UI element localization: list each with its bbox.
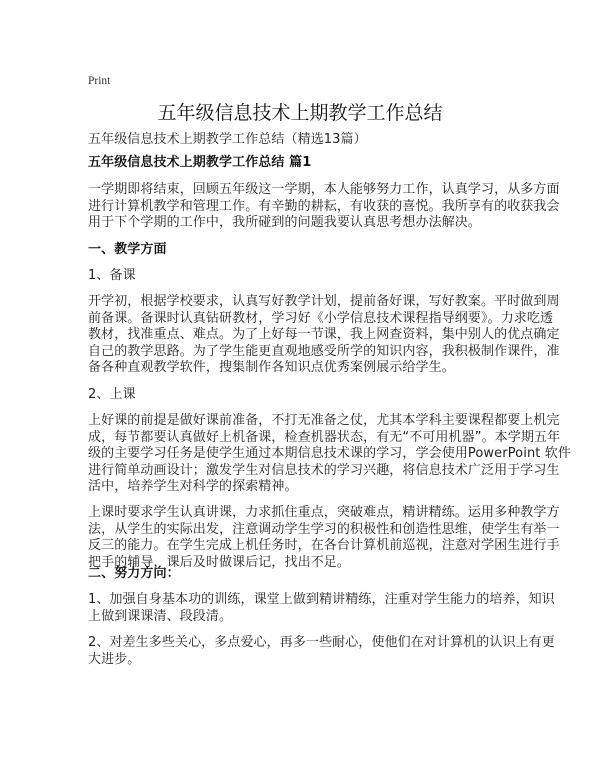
class-paragraph-2 [88,505,560,571]
section-title [88,155,528,172]
line: 上做到课课清、段段清。 [88,608,233,624]
subtitle [88,132,528,149]
line: 备各种直观教学软件，搜集制作各知识点优秀案例展示给学生。 [88,360,455,376]
line: 成，每节都要认真做好上机备课，检查机器状态，有无“不可用机器”。本学期五年 [88,429,561,445]
prep-paragraph [88,294,560,377]
line: 法，从学生的实际出发，注意调动学生学习的积极性和创造性思维，使学生有举一 [88,521,560,537]
heading-direction [88,566,528,583]
line: 前备课。备课时认真钻研教材，学习好《小学信息技术课程指导纲要》。力求吃透 [88,310,554,326]
line: 上好课的前提是做好课前准备，不打无准备之仗，尤其本学科主要课程都要上机完 [88,413,560,428]
subheading-prep [88,268,528,285]
line: 上课时要求学生认真讲课，力求抓住重点，突破难点，精讲精练。运用多种教学方 [88,505,560,520]
line: 开学初，根据学校要求，认真写好教学计划，提前备好课，写好教案。平时做到周 [88,294,560,309]
print-label[interactable]: Print [88,75,111,87]
print-link[interactable] [88,69,528,88]
intro-paragraph [88,182,560,232]
direction-item-1 [88,592,555,625]
line: 一学期即将结束，回顾五年级这一学期，本人能够努力工作，认真学习，从多方面 [88,182,560,197]
line: 1、加强自身基本功的训练，课堂上做到精讲精练，注重对学生能力的培养，知识 [88,592,555,607]
subheading-text: 1、备课 [88,268,136,283]
heading-text: 二、努力方向： [88,566,180,581]
heading-text: 一、教学方面 [88,242,167,257]
subtitle-text: 五年级信息技术上期教学工作总结（精选13篇） [88,132,367,147]
line: 大进步。 [88,651,141,667]
section-title-text: 五年级信息技术上期教学工作总结 篇1 [88,155,312,170]
line: 2、对差生多些关心，多点爱心，再多一些耐心，使他们在对计算机的认识上有更 [88,635,555,650]
direction-item-2 [88,635,555,668]
line: 自己的教学思路。为了学生能更直观地感受所学的知识内容，我积极制作课件，准 [88,343,560,359]
line: 教材，找准重点、难点。为了上好每一节课，我上网查资料，集中别人的优点确定 [88,327,560,343]
class-paragraph [88,413,571,496]
line: 进行计算机教学和管理工作。有辛勤的耕耘，有收获的喜悦。我所享有的收获我会 [88,198,560,214]
line: 用于下个学期的工作中，我所碰到的问题我要认真思考想办法解决。 [88,215,482,231]
line: 活中，培养学生对科学的探索精神。 [88,479,298,495]
subheading-text: 2、上课 [88,387,136,402]
heading-teaching [88,242,528,259]
page-title: 五年级信息技术上期教学工作总结 [157,102,443,124]
line: 把手的辅导，课后及时做课后记，找出不足。 [88,554,351,570]
line: 进行简单动画设计；激发学生对信息技术的学习兴趣，将信息技术广泛用于学习生 [88,462,560,478]
subheading-class [88,387,528,404]
line: 级的主要学习任务是使学生通过本期信息技术课的学习，学会使用PowerPoint 软件 [88,446,571,462]
line: 反三的能力。在学生完成上机任务时，在各台计算机前巡视，注意对学困生进行手 [88,538,560,554]
